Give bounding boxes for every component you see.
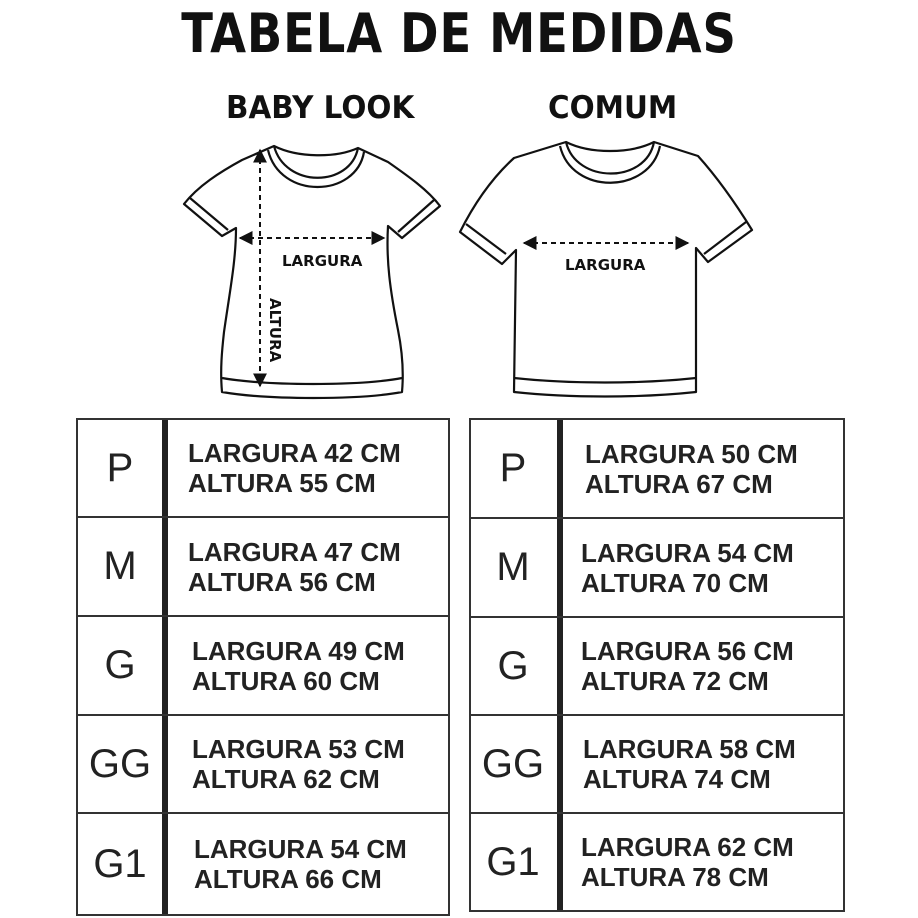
width-measurement: LARGURA 54 CM <box>194 834 407 864</box>
height-measurement: ALTURA 56 CM <box>188 566 376 597</box>
table-row <box>78 812 448 914</box>
table-row <box>471 616 843 714</box>
size-label: GG <box>88 741 152 786</box>
size-label: M <box>496 545 530 589</box>
height-measurement: ALTURA 67 CM <box>585 468 773 499</box>
table-row <box>78 516 448 615</box>
table-row <box>471 517 843 616</box>
size-label: G1 <box>486 839 540 884</box>
height-measurement: ALTURA 62 CM <box>192 764 380 794</box>
column-divider <box>557 519 563 616</box>
shirt-illustrations <box>0 0 918 410</box>
table-row <box>78 420 448 516</box>
measurements <box>583 716 839 812</box>
column-divider <box>557 814 563 910</box>
height-measurement: ALTURA 55 CM <box>188 468 376 498</box>
table-row <box>78 714 448 812</box>
baby-look-height-label: ALTURA <box>266 298 284 363</box>
measurements <box>581 519 839 616</box>
comum-title: COMUM <box>548 90 678 126</box>
baby-look-width-label: LARGURA <box>282 252 363 270</box>
size-label: G <box>497 643 529 688</box>
height-measurement: ALTURA 74 CM <box>583 764 771 794</box>
baby-look-size-table <box>76 418 450 916</box>
height-measurement: ALTURA 72 CM <box>581 666 769 696</box>
baby-look-shirt-icon <box>184 146 440 398</box>
height-measurement: ALTURA 60 CM <box>192 665 380 696</box>
width-measurement: LARGURA 54 CM <box>581 537 794 568</box>
column-divider <box>557 716 563 812</box>
width-measurement: LARGURA 50 CM <box>585 438 798 469</box>
size-label: G <box>104 643 136 687</box>
column-divider <box>162 814 168 914</box>
width-measurement: LARGURA 42 CM <box>188 438 401 468</box>
measurements <box>585 420 839 517</box>
column-divider <box>557 618 563 714</box>
page-title: TABELA DE MEDIDAS <box>181 2 737 65</box>
table-row <box>78 615 448 714</box>
measurements <box>581 618 839 714</box>
width-measurement: LARGURA 53 CM <box>192 734 405 764</box>
width-measurement: LARGURA 62 CM <box>581 832 794 862</box>
width-measurement: LARGURA 56 CM <box>581 636 794 666</box>
table-row <box>471 812 843 910</box>
width-measurement: LARGURA 58 CM <box>583 734 796 764</box>
comum-size-table <box>469 418 845 912</box>
measurements <box>192 716 444 812</box>
column-divider <box>162 518 168 615</box>
width-measurement: LARGURA 49 CM <box>192 635 405 666</box>
size-label: P <box>499 446 527 490</box>
height-measurement: ALTURA 70 CM <box>581 567 769 598</box>
table-row <box>471 714 843 812</box>
size-label: P <box>106 445 134 490</box>
column-divider <box>557 420 563 517</box>
size-label: G1 <box>93 841 147 886</box>
height-measurement: ALTURA 66 CM <box>194 864 382 894</box>
comum-width-label: LARGURA <box>565 256 646 274</box>
measurements <box>188 420 444 516</box>
measurements <box>581 814 839 910</box>
measurements <box>194 814 444 914</box>
baby-look-title: BABY LOOK <box>226 90 415 126</box>
size-label: GG <box>481 741 545 786</box>
size-label: M <box>103 544 137 588</box>
column-divider <box>162 716 168 812</box>
height-measurement: ALTURA 78 CM <box>581 862 769 892</box>
column-divider <box>162 420 168 516</box>
table-row <box>471 420 843 517</box>
measurements <box>188 518 444 615</box>
width-measurement: LARGURA 47 CM <box>188 536 401 567</box>
column-divider <box>162 617 168 714</box>
measurements <box>192 617 444 714</box>
